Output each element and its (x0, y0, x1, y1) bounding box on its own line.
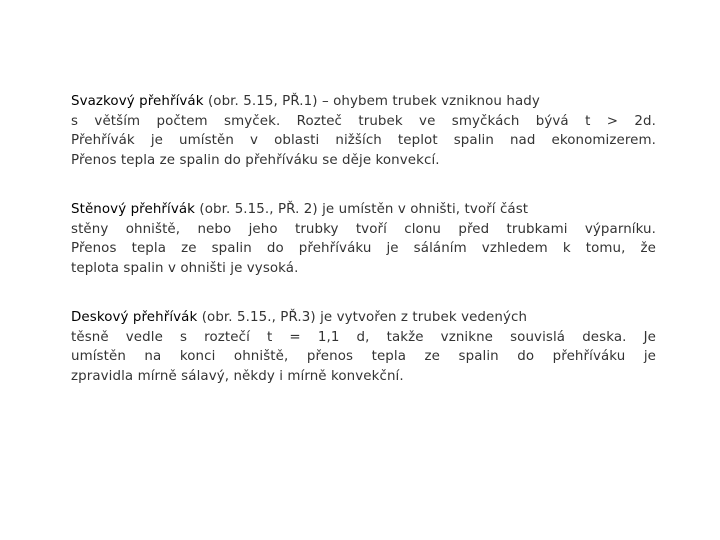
paragraph-svazkovy (71, 92, 656, 170)
paragraph-line: Přehřívák je umístěn v oblasti nižších teplot spalin nad ekonomizerem. (71, 133, 656, 148)
paragraph-line (71, 308, 656, 328)
paragraph-line: s větším počtem smyček. Rozteč trubek ve smyčkách bývá t > 2d. (71, 113, 656, 129)
paragraph-stenovy (71, 200, 656, 278)
paragraph-line: stěny ohniště, nebo jeho trubky tvoří clonu před trubkami výparníku. (71, 221, 656, 237)
paragraph-line: zpravidla mírně sálavý, někdy i mírně konvekční. (71, 368, 404, 384)
paragraph-deskovy (71, 308, 656, 386)
line-text: (obr. 5.15., PŘ. 2) je umístěn v ohništi, tvoří část (195, 202, 529, 217)
paragraph-line (71, 92, 656, 112)
term-heading: Stěnový přehřívák (71, 202, 196, 217)
line-text: (obr. 5.15., PŘ.3) je vytvořen z trubek vedených (197, 310, 528, 325)
paragraph-line: Přenos tepla ze spalin do přehříváku se děje konvekcí. (71, 152, 440, 168)
term-heading: Svazkový přehřívák (71, 94, 204, 109)
term-heading: Deskový přehřívák (71, 310, 198, 325)
paragraph-line (71, 200, 656, 220)
paragraph-line: teplota spalin v ohništi je vysoká. (71, 260, 299, 276)
paragraph-line: umístěn na konci ohniště, přenos tepla ze spalin do přehříváku je (71, 349, 656, 364)
paragraph-line: těsně vedle s roztečí t = 1,1 d, takže vznikne souvislá deska. Je (71, 329, 656, 345)
line-text: (obr. 5.15, PŘ.1) – ohybem trubek vzniknou hady (203, 94, 540, 109)
paragraph-line: Přenos tepla ze spalin do přehříváku je sáláním vzhledem k tomu, že (71, 241, 656, 256)
document-body (71, 92, 656, 416)
